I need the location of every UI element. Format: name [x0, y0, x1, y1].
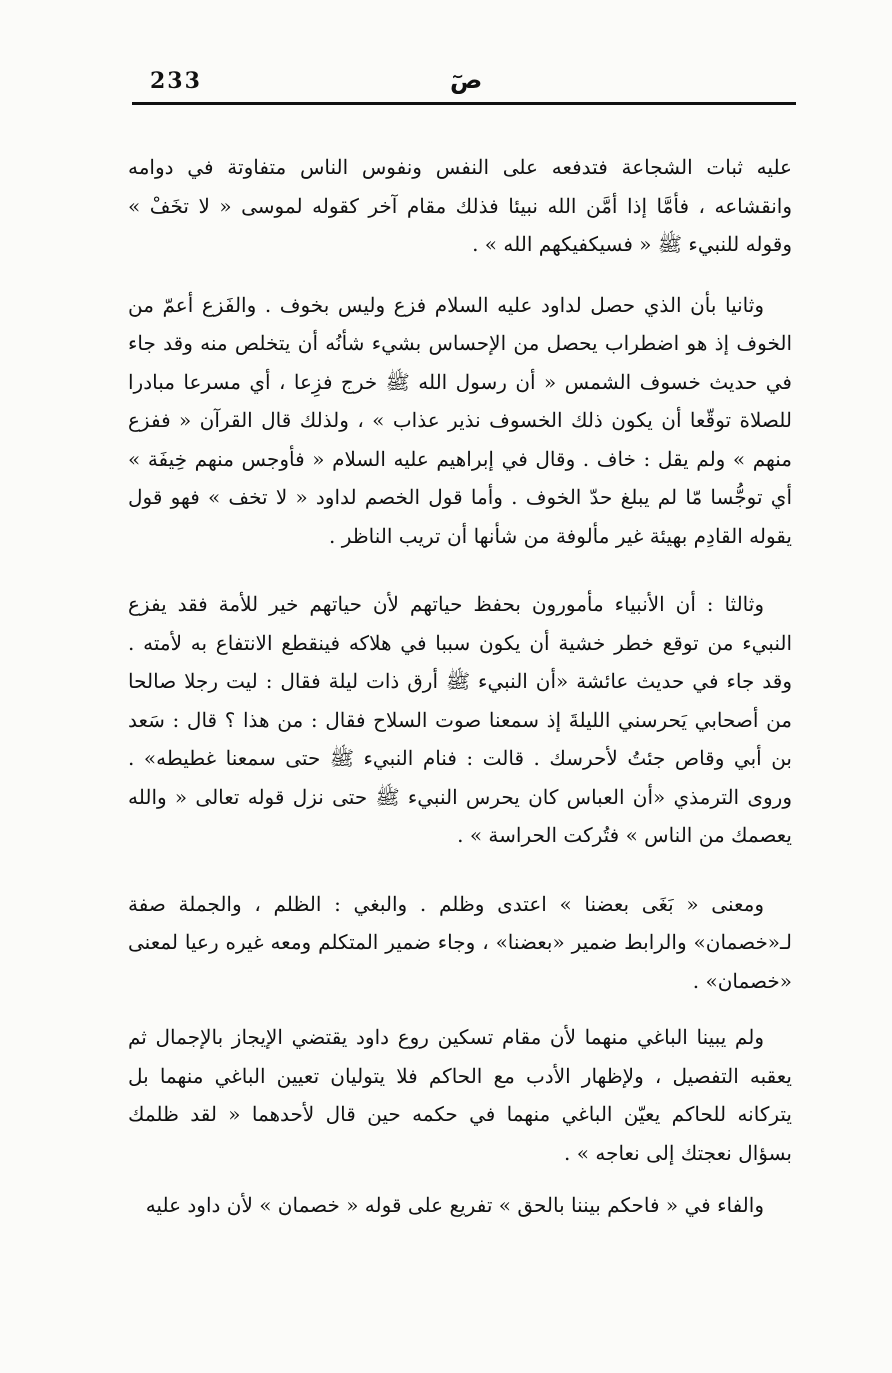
paragraph-4: [128, 885, 792, 1001]
page-header: [132, 62, 792, 102]
paragraph-2: [128, 286, 792, 556]
paragraph-2-text: وثانيا بأن الذي حصل لداود عليه السلام فزع وليس بخوف . والفَزع أعمّ من الخوف إذ هو اضطراب يحصل من الإحساس بشيء شأنُه أن يتخلص منه وقد جاء في حديث خسوف الشمس « أن رسول الله ﷺ خرج فزِعا ، أي مسرعا مبادرا للصلاة توقّعا أن يكون ذلك الخسوف نذير عذاب » ، ولذلك قال القرآن « ففزع منهم » ولم يقل : خاف . وقال في إبراهيم عليه السلام « فأوجس منهم خِيفَة » أي توجُّسا مّا لم يبلغ حدّ الخوف . وأما قول الخصم لداود « لا تخف » فهو قول يقوله القادِم بهيئة غير مألوفة من شأنها أن تريب الناظر .: [128, 292, 793, 548]
paragraph-4-text: ومعنى « بَغَى بعضنا » اعتدى وظلم . والبغي : الظلم ، والجملة صفة لـ«خصمان» والرابط ضمير «بعضنا» ، وجاء ضمير المتكلم ومعه غيره رعيا لمعنى «خصمان» .: [128, 891, 792, 993]
paragraph-3: [128, 585, 792, 855]
paragraph-6: [128, 1186, 792, 1225]
paragraph-6-text: والفاء في « فاحكم بيننا بالحق » تفريع على قوله « خصمان » لأن داود عليه: [145, 1193, 764, 1217]
paragraph-5-text: ولم يبينا الباغي منهما لأن مقام تسكين روع داود يقتضي الإيجاز بالإجمال ثم يعقبه التفصيل ، ولإظهار الأدب مع الحاكم فلا يتوليان تعيين الباغي منهما بل يتركانه للحاكم يعيّن الباغي منهما في حكمه حين قال لأحدهما « لقد ظلمك بسؤال نعجتك إلى نعاجه » .: [128, 1025, 792, 1165]
paragraph-1: عليه ثبات الشجاعة فتدفعه على النفس ونفوس الناس متفاوتة في دوامه وانقشاعه ، فأمَّا إذا أمَّن الله نبيئا فذلك مقام آخر كقوله لموسى « لا تخَفْ » وقوله للنبيء ﷺ « فسيكفيكهم الله » .: [128, 155, 792, 256]
paragraph-3-text: وثالثا : أن الأنبياء مأمورون بحفظ حياتهم لأن حياتهم خير للأمة فقد يفزع النبيء من توقع خطر خشية أن يكون سببا في هلاكه فينقطع الانتفاع به لأمته . وقد جاء في حديث عائشة «أن النبيء ﷺ أرق ذات ليلة فقال : ليت رجلا صالحا من أصحابي يَحرسني الليلةَ إذ سمعنا صوت السلاح فقال : من هذا ؟ قال : سَعد بن أبي وقاص جئتُ لأحرسك . قالت : فنام النبيء ﷺ حتى سمعنا غطيطه» . وروى الترمذي «أن العباس كان يحرس النبيء ﷺ حتى نزل قوله تعالى « والله يعصمك من الناس » فتُركت الحراسة » .: [128, 592, 792, 847]
page-body: [128, 148, 792, 1225]
header-rule: [132, 102, 796, 105]
surah-marker: صٓ: [450, 66, 483, 94]
paragraph-5: [128, 1018, 792, 1172]
page-number: 233: [150, 68, 202, 94]
